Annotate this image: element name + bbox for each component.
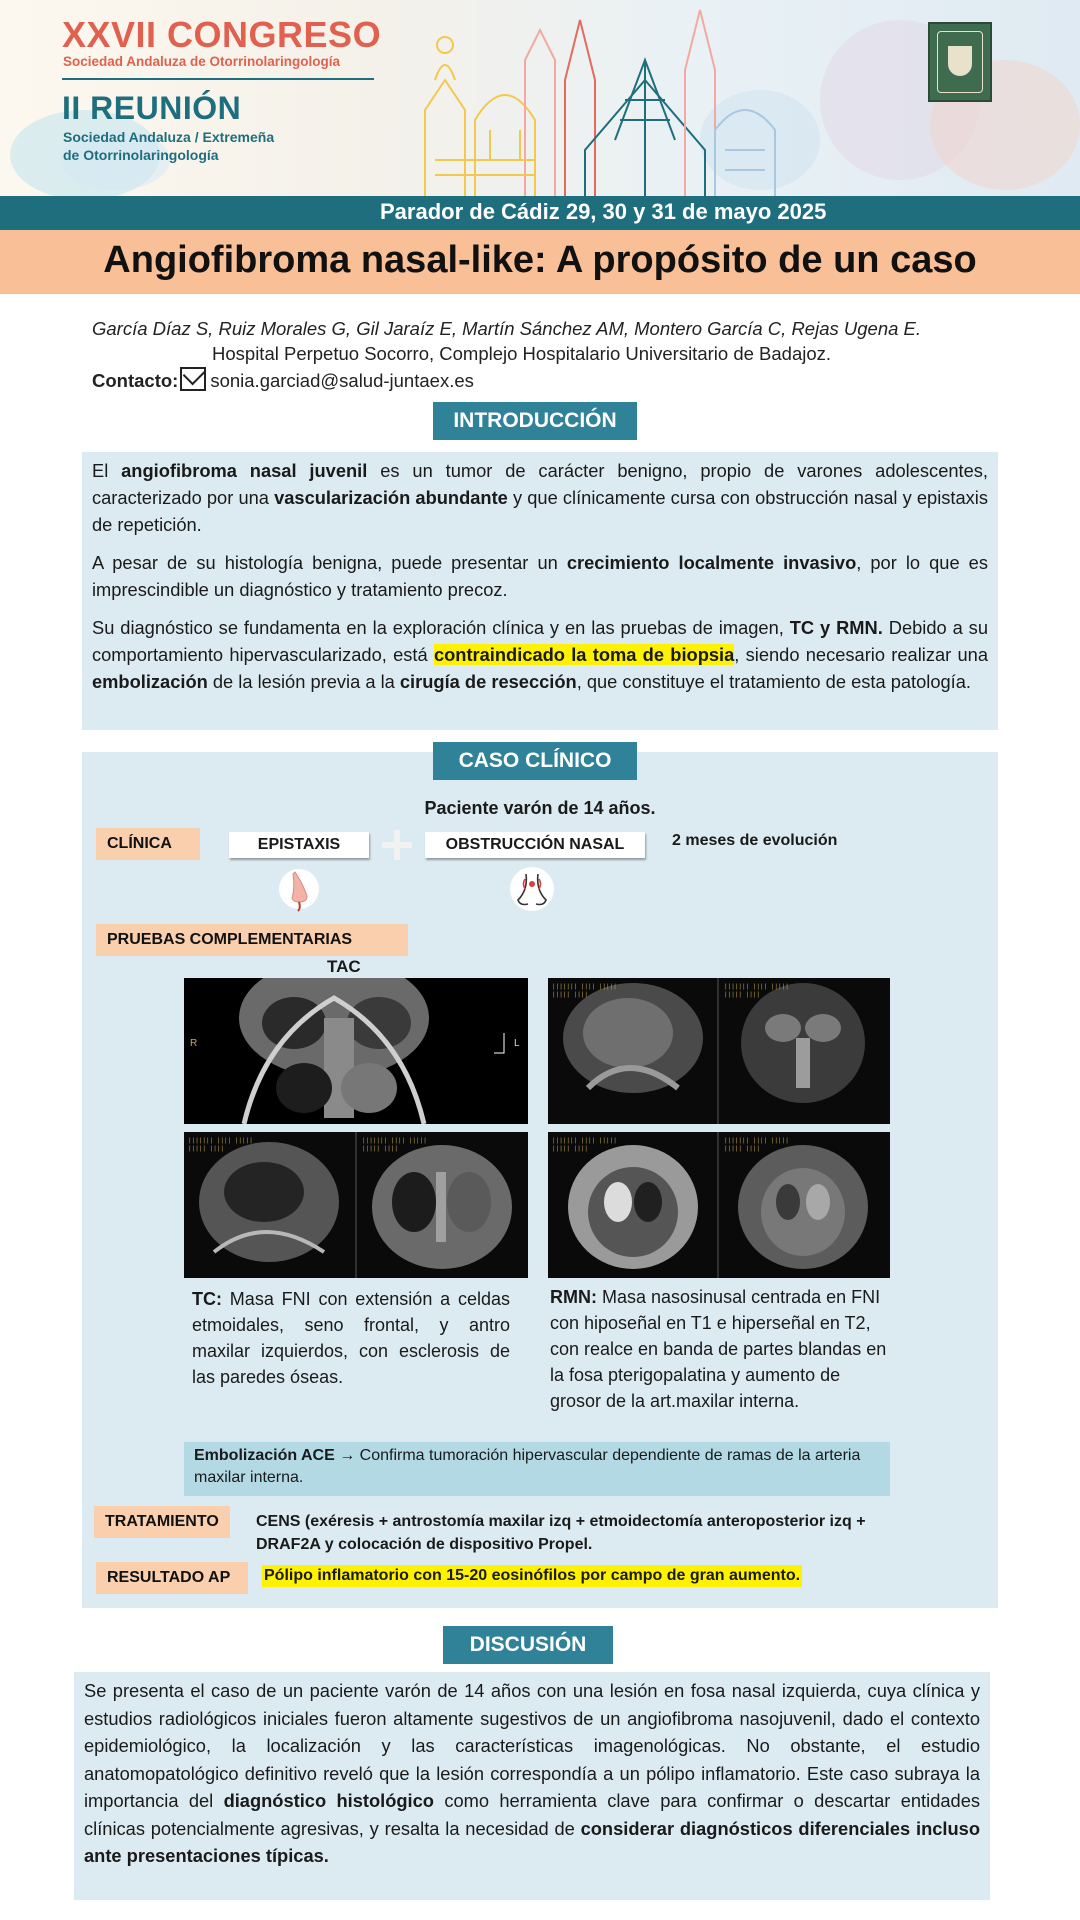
contact-label: Contacto: <box>92 370 179 391</box>
highlighted-contraindication: contraindicado la toma de biopsia <box>433 644 735 665</box>
svg-text:||||| ||||: ||||| |||| <box>724 991 761 998</box>
discusion-heading: DISCUSIÓN <box>443 1626 613 1664</box>
tratamiento-text: CENS (exéresis + antrostomía maxilar izq + etmoidectomía anteroposterior izq + DRAF2A y colocación de dispositivo Propel. <box>256 1513 866 1553</box>
resultado-text: Pólipo inflamatorio con 15-20 eosinófilos por campo de gran aumento. <box>262 1565 802 1587</box>
rmn-findings: RMN: Masa nasosinusal centrada en FNI con hiposeñal en T1 e hiperseñal en T2, con realce en banda de partes blandas en la fosa pterigopalatina y aumento de grosor de la art.maxilar interna. <box>550 1287 887 1411</box>
intro-box <box>82 452 998 730</box>
symptom-epistaxis: EPISTAXIS <box>229 832 369 858</box>
tac-label: TAC <box>327 957 361 976</box>
ct-coronal-image <box>184 978 528 1124</box>
intro-heading: INTRODUCCIÓN <box>433 402 637 440</box>
intro-paragraph-3: Su diagnóstico se fundamenta en la exploración clínica y en las pruebas de imagen, TC y RMN. Debido a su comportamiento hipervascularizado, está contraindicado la toma de biopsia, siendo necesario realizar una embolización de la lesión previa a la cirugía de resección, que constituye el tratamiento de esta patología. <box>92 617 988 692</box>
meeting-society-line1: Sociedad Andaluza / Extremeña <box>63 129 275 145</box>
author-list: García Díaz S, Ruiz Morales G, Gil Jaraíz E, Martín Sánchez AM, Montero García C, Rejas Ugena E. <box>92 318 922 339</box>
svg-text:||||| ||||: ||||| |||| <box>362 1145 399 1152</box>
hospital-affiliation: Hospital Perpetuo Socorro, Complejo Hospitalario Universitario de Badajoz. <box>212 343 832 364</box>
seal-shield-icon <box>948 46 972 76</box>
poster-title: Angiofibroma nasal-like: A propósito de un caso <box>103 239 977 281</box>
contact-line <box>92 367 474 392</box>
header-banner <box>0 0 1080 196</box>
intro-paragraph-1: El angiofibroma nasal juvenil es un tumor de carácter benigno, propio de varones adolescentes, caracterizado por una vascularización abundante y que clínicamente cursa con obstrucción nasal y epistaxis de repetición. <box>92 460 988 535</box>
svg-text:||||||| |||| |||||: ||||||| |||| ||||| <box>552 1137 617 1144</box>
header-divider <box>62 78 374 80</box>
evolution-duration: 2 meses de evolución <box>672 832 838 849</box>
ct-sagittal-axial-image <box>184 1132 528 1278</box>
mri-sagittal-coronal-image <box>548 978 890 1124</box>
contact-email[interactable]: sonia.garciad@salud-juntaex.es <box>210 370 474 391</box>
mri-axial-image <box>548 1132 890 1278</box>
symptom-obstruccion: OBSTRUCCIÓN NASAL <box>425 832 645 858</box>
nose-bleed-icon <box>277 864 321 914</box>
svg-text:||||| ||||: ||||| |||| <box>188 1145 225 1152</box>
svg-text:||||| ||||: ||||| |||| <box>724 1145 761 1152</box>
svg-text:||||||| |||| |||||: ||||||| |||| ||||| <box>188 1137 253 1144</box>
intro-paragraph-2: A pesar de su histología benigna, puede presentar un crecimiento localmente invasivo, por lo que es imprescindible un diagnóstico y tratamiento precoz. <box>92 552 988 600</box>
city-skyline-illustration <box>415 0 795 196</box>
society-seal-logo <box>928 22 992 102</box>
patient-summary: Paciente varón de 14 años. <box>424 798 656 818</box>
meeting-society-line2: de Otorrinolaringología <box>63 147 219 163</box>
discussion-box <box>74 1672 990 1900</box>
pruebas-tag: PRUEBAS COMPLEMENTARIAS <box>96 924 408 956</box>
svg-text:||||| ||||: ||||| |||| <box>552 1145 589 1152</box>
resultado-tag: RESULTADO AP <box>96 1562 248 1594</box>
svg-text:||||||| |||| |||||: ||||||| |||| ||||| <box>362 1137 427 1144</box>
svg-text:||||||| |||| |||||: ||||||| |||| ||||| <box>552 983 617 990</box>
case-box <box>82 752 998 1608</box>
plus-icon <box>382 830 412 860</box>
meeting-title: II REUNIÓN <box>62 90 242 126</box>
tc-findings: TC: Masa FNI con extensión a celdas etmoidales, seno frontal, y antro maxilar izquierdos, con esclerosis de las paredes óseas. <box>192 1289 510 1387</box>
title-band <box>0 230 1080 294</box>
tratamiento-tag: TRATAMIENTO <box>94 1506 230 1538</box>
caso-heading: CASO CLÍNICO <box>433 742 637 780</box>
venue-dates-bar <box>0 196 1080 230</box>
embolization-note: Embolización ACE → Confirma tumoración hipervascular dependiente de ramas de la arteria maxilar interna. <box>184 1442 890 1496</box>
meeting-society <box>63 128 323 164</box>
mail-icon <box>180 367 206 391</box>
discussion-paragraph: Se presenta el caso de un paciente varón de 14 años con una lesión en fosa nasal izquierda, cuya clínica y estudios radiológicos iniciales fueron altamente sugestivos de un angiofibroma nasojuvenil, dado el contexto epidemiológico, la localización y las características imagenológicas. No obstante, el estudio anatomopatológico definitivo reveló que la lesión correspondía a un pólipo inflamatorio. Este caso subraya la importancia del diagnóstico histológico como herramienta clave para confirmar o descartar entidades clínicas potencialmente agresivas, y resalta la necesidad de considerar diagnósticos diferenciales incluso ante presentaciones típicas. <box>84 1680 981 1866</box>
clinica-tag: CLÍNICA <box>96 828 200 860</box>
congress-title: XXVII CONGRESO <box>62 14 382 55</box>
svg-text:||||||| |||| |||||: ||||||| |||| ||||| <box>724 983 789 990</box>
svg-text:R: R <box>190 1038 198 1049</box>
svg-text:L: L <box>514 1038 520 1049</box>
congress-society: Sociedad Andaluza de Otorrinolaringología <box>63 54 341 69</box>
svg-text:||||| ||||: ||||| |||| <box>552 991 589 998</box>
venue-dates: Parador de Cádiz 29, 30 y 31 de mayo 2025 <box>380 199 827 224</box>
svg-text:||||||| |||| |||||: ||||||| |||| ||||| <box>724 1137 789 1144</box>
nasal-obstruction-icon <box>506 864 558 914</box>
